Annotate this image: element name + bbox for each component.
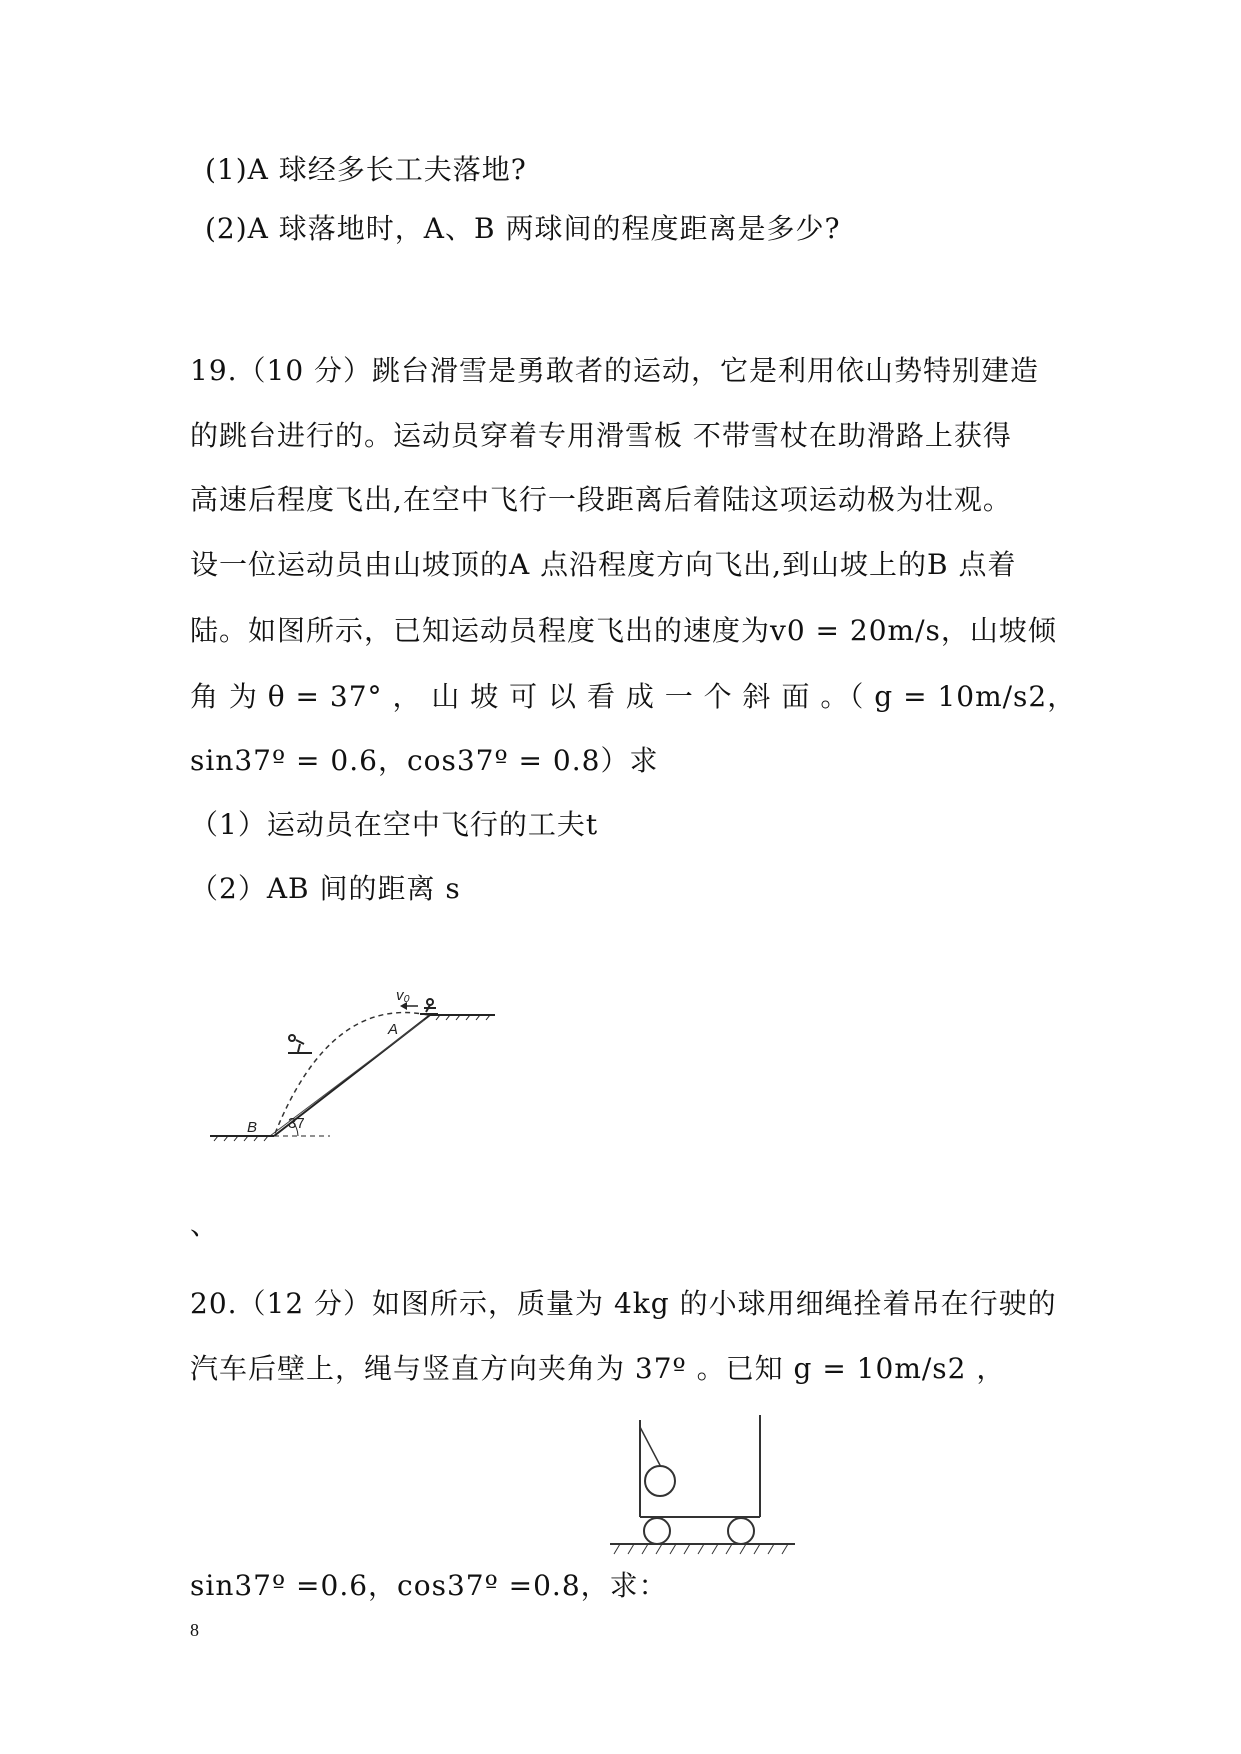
prev-question-1: (1)A 球经多长工夫落地? — [205, 153, 527, 186]
ski-slope-figure — [200, 970, 500, 1145]
problem19-line-1: 19.（10 分）跳台滑雪是勇敢者的运动，它是利用依山势特别建造 — [190, 354, 1040, 387]
prev-question-2: (2)A 球落地时，A、B 两球间的程度距离是多少? — [205, 212, 841, 245]
label-B: B — [247, 1119, 258, 1136]
truck-ball-figure — [610, 1415, 810, 1560]
problem19-line-4: 设一位运动员由山坡顶的A 点沿程度方向飞出,到山坡上的B 点着 — [190, 548, 1017, 581]
page-number: 8 — [190, 1620, 199, 1640]
problem19-question-2: （2）AB 间的距离 s — [190, 872, 461, 905]
problem19-line-5: 陆。如图所示，已知运动员程度飞出的速度为v0 = 20m/s，山坡倾 — [190, 614, 1057, 647]
problem19-question-1: （1）运动员在空中飞行的工夫t — [190, 808, 599, 841]
problem20-line-2: 汽车后壁上，绳与竖直方向夹角为 37º 。已知 g = 10m/s2 ， — [190, 1352, 1006, 1385]
separator-mark: 、 — [190, 1208, 220, 1241]
label-angle: 37 — [288, 1115, 305, 1132]
problem20-line-3: sin37º =0.6，cos37º =0.8，求： — [190, 1569, 668, 1602]
problem19-line-2: 的跳台进行的。运动员穿着专用滑雪板 不带雪杖在助滑路上获得 — [190, 419, 1012, 452]
problem19-line-3: 高速后程度飞出,在空中飞行一段距离后着陆这项运动极为壮观。 — [190, 483, 1012, 516]
label-v0: v₀ — [396, 987, 410, 1004]
label-A: A — [388, 1021, 399, 1038]
problem19-line-6: 角 为 θ = 37° ， 山 坡 可 以 看 成 一 个 斜 面 。（ g = 10m/s2， — [190, 680, 1077, 713]
problem20-line-1: 20.（12 分）如图所示，质量为 4kg 的小球用细绳拴着吊在行驶的 — [190, 1287, 1057, 1320]
problem19-line-7: sin37º = 0.6，cos37º = 0.8）求 — [190, 744, 659, 777]
